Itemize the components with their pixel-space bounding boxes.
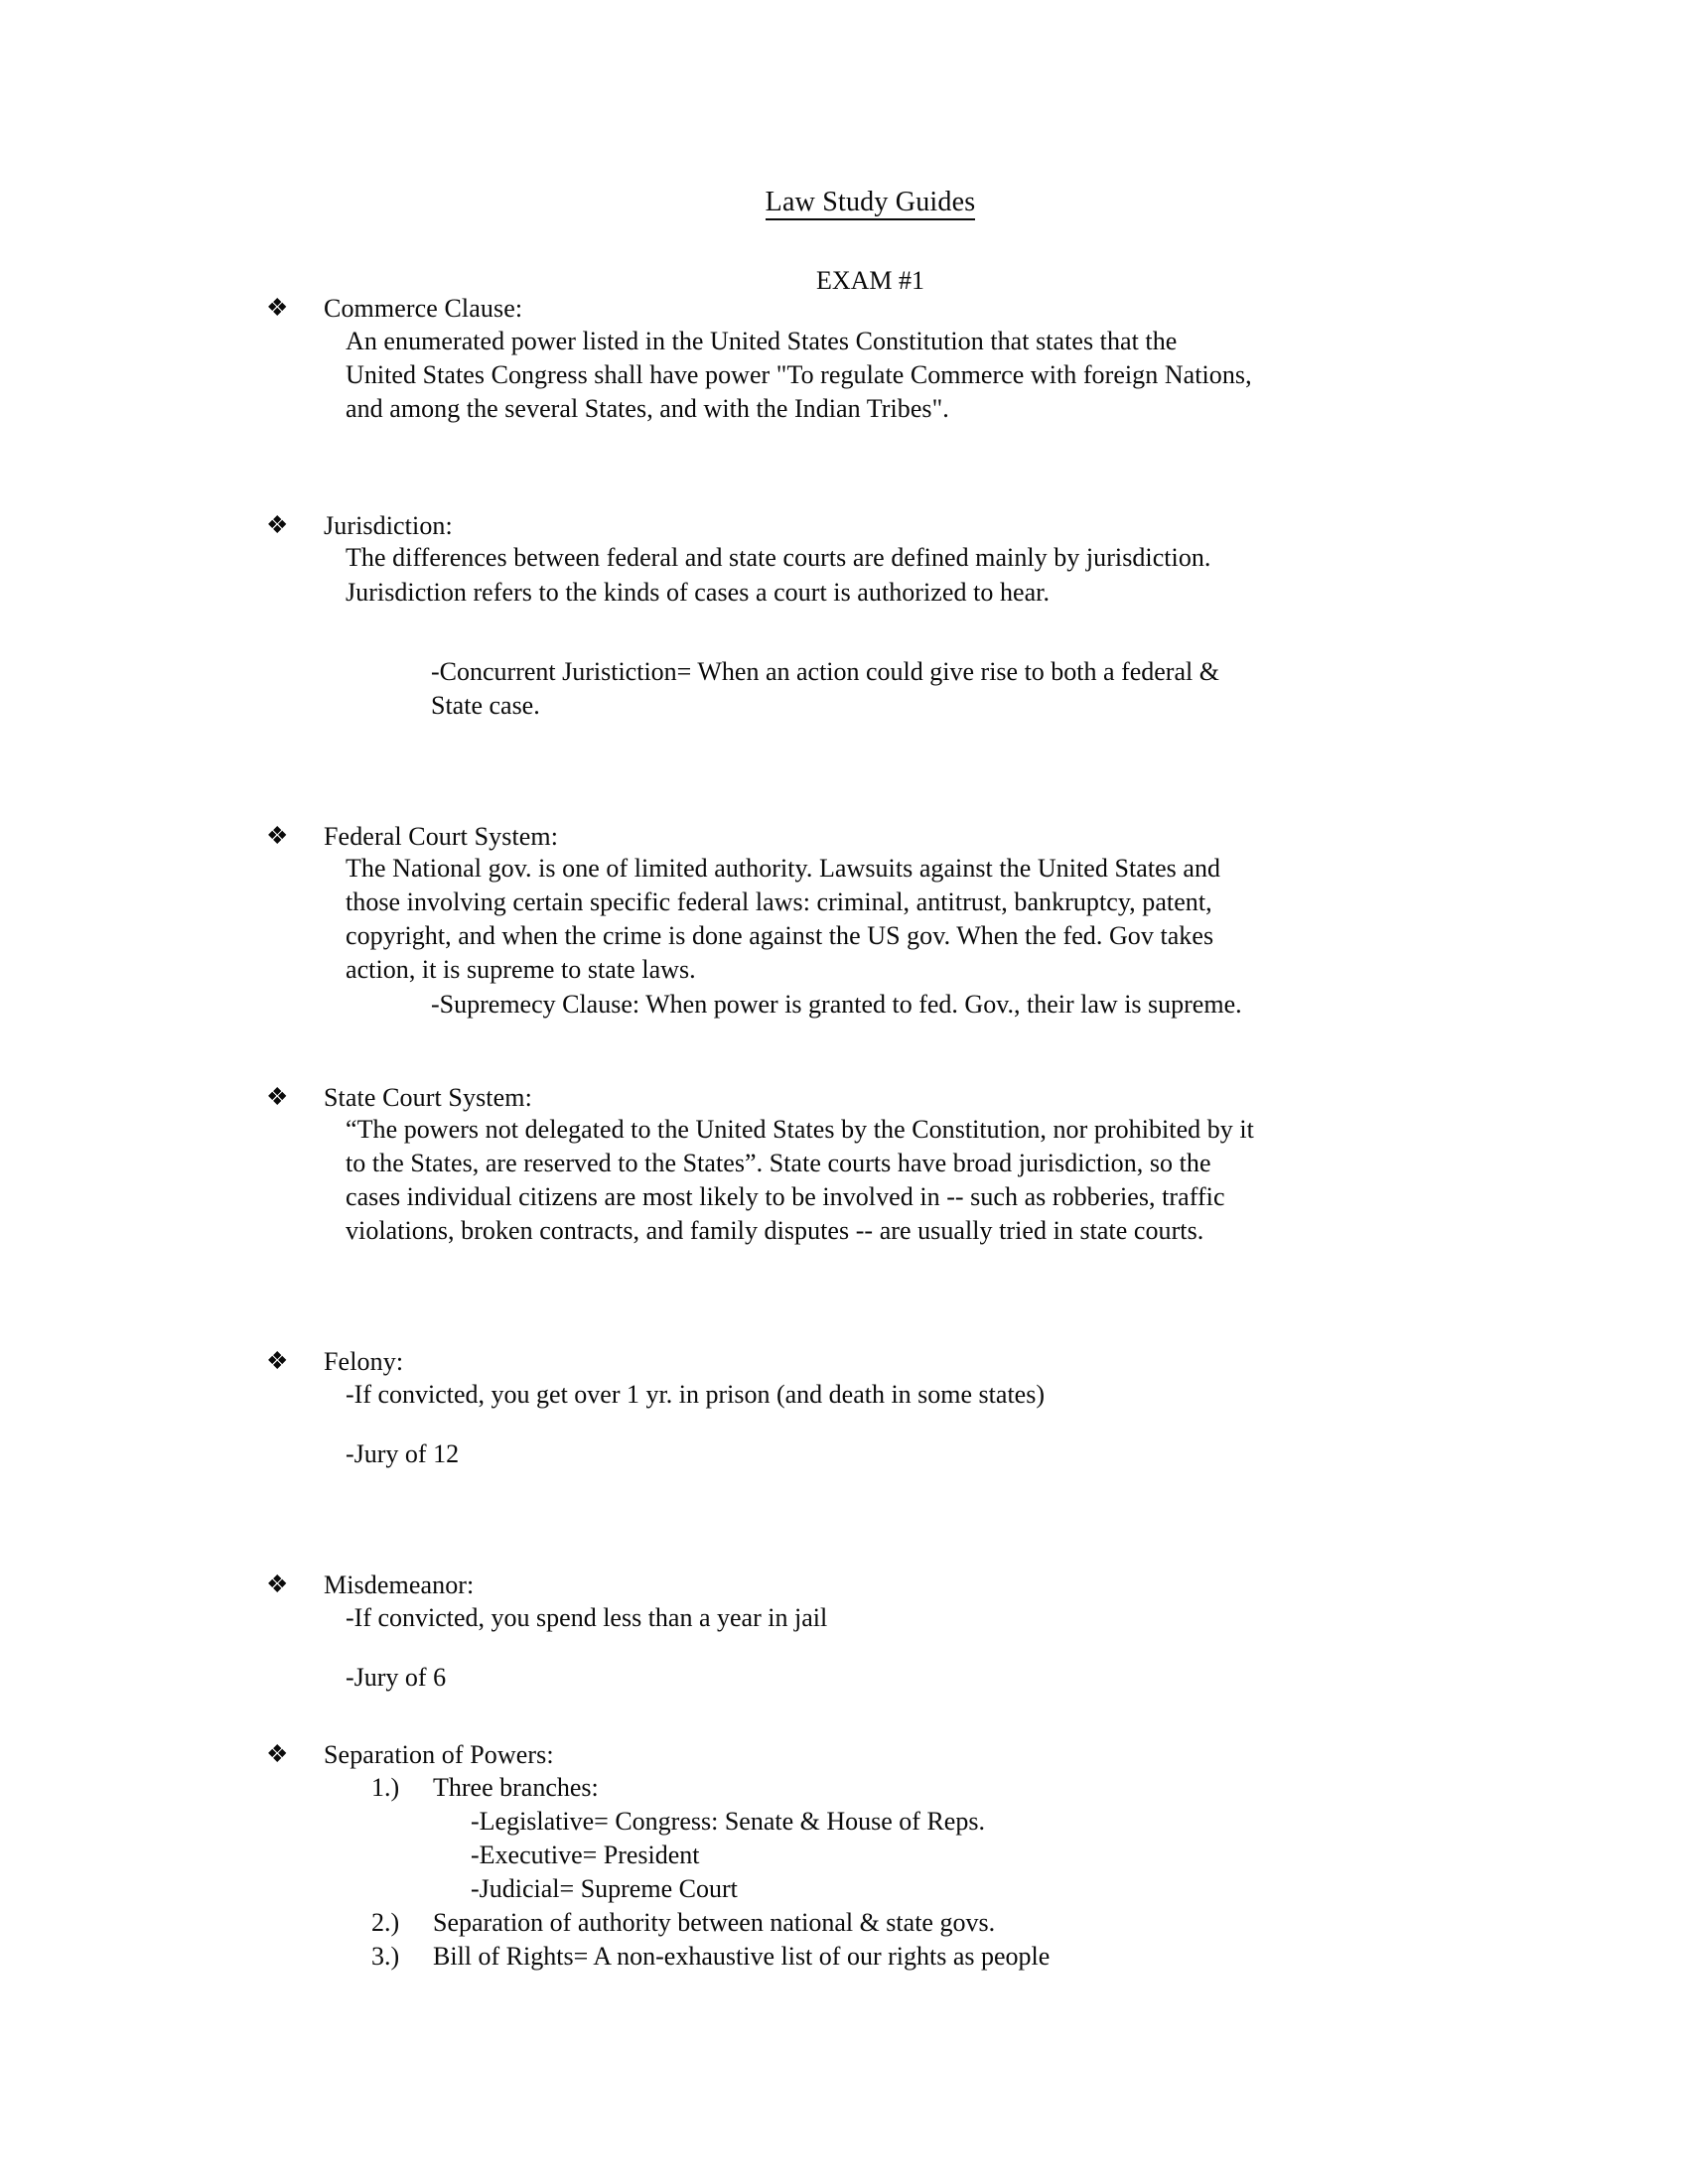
- subnote-line: State case.: [431, 690, 540, 720]
- section-body: [324, 852, 1475, 987]
- body-line: Jurisdiction refers to the kinds of cases a court is authorized to hear.: [346, 577, 1051, 607]
- body-line: to the States, are reserved to the States”. State courts have broad jurisdiction, so the: [346, 1149, 1211, 1178]
- list-item-label: Separation of authority between national & state govs.: [433, 1907, 996, 1937]
- diamond-bullet-icon: ❖: [266, 1740, 289, 1768]
- spacer: [266, 1471, 1475, 1570]
- section-heading: State Court System:: [324, 1082, 532, 1112]
- body-line: The National gov. is one of limited authority. Lawsuits against the United States and: [346, 854, 1221, 884]
- page-title: [266, 189, 1475, 216]
- body-line: violations, broken contracts, and family disputes -- are usually tried in state courts.: [346, 1216, 1204, 1246]
- section-heading: Federal Court System:: [324, 821, 559, 851]
- page-title-text: Law Study Guides: [766, 187, 976, 220]
- section-heading: Jurisdiction:: [324, 510, 453, 540]
- list-item: [324, 1906, 1475, 1940]
- list-item-number: 3.): [371, 1941, 400, 1971]
- spacer: [324, 1635, 1475, 1661]
- section-body: [324, 541, 1475, 609]
- misdemeanor-dash-line-1: -If convicted, you spend less than a year in jail: [346, 1602, 828, 1632]
- numbered-list: [324, 1771, 1475, 1805]
- numbered-list-continued: [324, 1906, 1475, 1974]
- section-heading: Misdemeanor:: [324, 1570, 475, 1600]
- body-line: cases individual citizens are most likely to be involved in -- such as robberies, traffic: [346, 1182, 1225, 1212]
- exam-label: EXAM #1: [815, 266, 925, 295]
- section-state-court-system: [266, 1083, 1475, 1249]
- list-item-number: 2.): [371, 1907, 400, 1937]
- list-item: [324, 1771, 1475, 1805]
- section-body: [324, 1113, 1475, 1248]
- branch-line-legislative: -Legislative= Congress: Senate & House of Reps.: [471, 1806, 985, 1836]
- diamond-bullet-icon: ❖: [266, 822, 289, 850]
- felony-dash-line-2: -Jury of 12: [346, 1439, 460, 1469]
- diamond-bullet-icon: ❖: [266, 1348, 289, 1376]
- subnote-line: -Concurrent Juristiction= When an action could give rise to both a federal &: [431, 656, 1219, 686]
- body-line: those involving certain specific federal laws: criminal, antitrust, bankruptcy, patent,: [346, 887, 1212, 917]
- section-heading: Commerce Clause:: [324, 294, 523, 323]
- section-felony: [266, 1347, 1475, 1471]
- section-separation-of-powers: [266, 1740, 1475, 1974]
- diamond-bullet-icon: ❖: [266, 511, 289, 539]
- diamond-bullet-icon: ❖: [266, 295, 289, 322]
- branch-line-judicial: -Judicial= Supreme Court: [471, 1873, 738, 1903]
- spacer: [324, 1412, 1475, 1437]
- diamond-bullet-icon: ❖: [266, 1571, 289, 1599]
- section-heading: Felony:: [324, 1347, 404, 1377]
- spacer: [266, 1022, 1475, 1083]
- diamond-bullet-icon: ❖: [266, 1083, 289, 1111]
- section-misdemeanor: [266, 1570, 1475, 1695]
- list-item-label: Bill of Rights= A non-exhaustive list of our rights as people: [433, 1941, 1051, 1971]
- section-federal-court-system: [266, 822, 1475, 1022]
- list-item: [324, 1940, 1475, 1974]
- body-line: action, it is supreme to state laws.: [346, 955, 696, 985]
- spacer: [266, 723, 1475, 822]
- list-item-label: Three branches:: [433, 1772, 599, 1802]
- body-line: and among the several States, and with the Indian Tribes".: [346, 393, 949, 423]
- spacer: [266, 1248, 1475, 1347]
- body-line: The differences between federal and state courts are defined mainly by jurisdiction.: [346, 543, 1211, 573]
- spacer: [266, 1695, 1475, 1740]
- felony-dash-line-1: -If convicted, you get over 1 yr. in prison (and death in some states): [346, 1380, 1045, 1410]
- body-line: An enumerated power listed in the United States Constitution that states that the: [346, 326, 1178, 355]
- spacer: [324, 610, 1475, 655]
- section-dash-note: -Supremecy Clause: When power is granted to fed. Gov., their law is supreme.: [431, 989, 1242, 1019]
- body-line: United States Congress shall have power "To regulate Commerce with foreign Nations,: [346, 359, 1252, 389]
- section-commerce-clause: [266, 294, 1475, 426]
- body-line: “The powers not delegated to the United States by the Constitution, nor prohibited by it: [346, 1115, 1254, 1145]
- misdemeanor-dash-line-2: -Jury of 6: [346, 1662, 447, 1692]
- section-heading: Separation of Powers:: [324, 1739, 554, 1769]
- body-line: copyright, and when the crime is done against the US gov. When the fed. Gov takes: [346, 921, 1214, 951]
- section-body: [324, 325, 1475, 426]
- list-item-number: 1.): [371, 1772, 400, 1802]
- spacer: [266, 426, 1475, 511]
- section-jurisdiction: [266, 511, 1475, 723]
- branch-line-executive: -Executive= President: [471, 1840, 700, 1869]
- section-subnote: [324, 655, 1475, 723]
